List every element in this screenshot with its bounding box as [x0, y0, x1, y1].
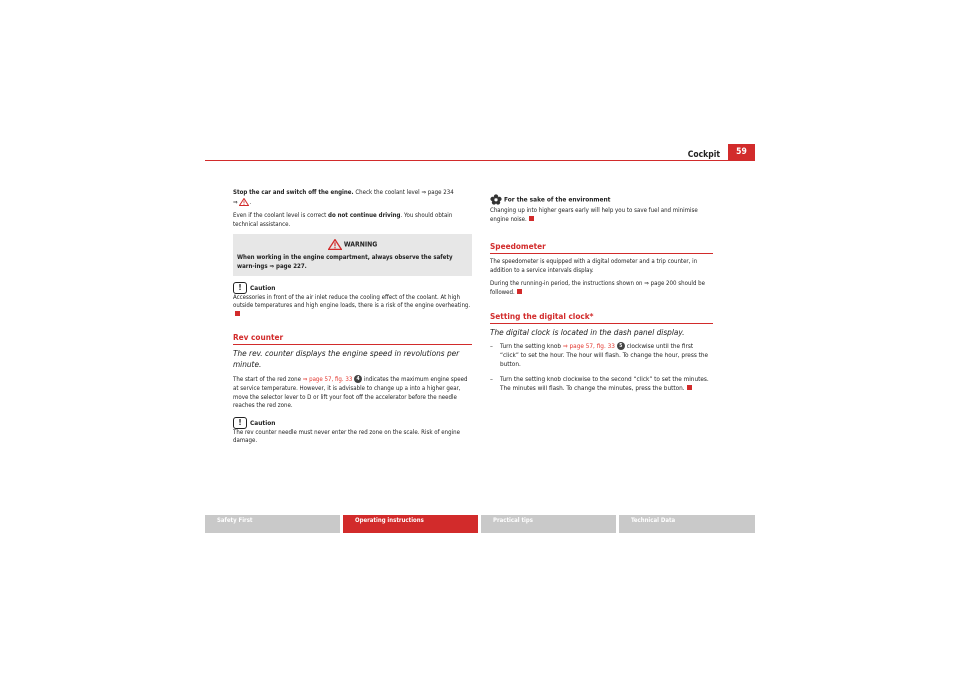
end-of-section-icon	[517, 289, 522, 294]
end-of-section-icon	[687, 385, 692, 390]
footer-tab-operating-instructions[interactable]: Operating instructions	[343, 515, 478, 533]
warning-triangle-icon	[328, 239, 342, 250]
speedometer-heading: Speedometer	[490, 241, 546, 252]
list-item: – Turn the setting knob ⇒ page 57, fig. 33 5 clockwise until the first “click” to set the hour. The hour will flash. To change the hour, press the button.	[490, 341, 709, 368]
rev-page-ref[interactable]: ⇒ page 57, fig. 33	[302, 376, 353, 384]
warning-box	[233, 234, 472, 275]
end-of-section-icon	[235, 311, 240, 316]
coolant-page-ref[interactable]: page 234	[426, 189, 454, 196]
right-column	[490, 194, 713, 399]
digital-clock-heading: Setting the digital clock*	[490, 310, 594, 321]
page-title: Cockpit	[687, 150, 720, 160]
section-rule	[490, 323, 713, 324]
caution-text-1: Accessories in front of the air inlet reduce the cooling effect of the coolant. At high outside temperatures and high engine loads, there is a risk of the engine overheating.	[233, 294, 472, 320]
callout-4-icon: 4	[354, 375, 362, 383]
flower-icon	[490, 194, 502, 205]
list-item: – Turn the setting knob clockwise to the second “click” to set the minutes. The minutes will flash. To change the minutes, press the button.	[490, 374, 709, 392]
left-column	[233, 189, 472, 451]
rev-counter-subtitle: The rev. counter displays the engine speed in revolutions per minute.	[233, 348, 460, 370]
digital-clock-subtitle: The digital clock is located in the dash panel display.	[490, 326, 685, 337]
rev-counter-paragraph: The start of the red zone ⇒ page 57, fig. 33 4 indicates the maximum engine speed at service temperature. However, it is advisable to change up a into a higher gear, move the selector lever to D or lift your foot off the accelerator before the needle reaches the red zone.	[233, 376, 468, 410]
caution-heading-1: ! Caution	[233, 282, 472, 294]
rev-counter-heading: Rev counter	[233, 332, 284, 343]
caution-icon: !	[233, 417, 247, 429]
caution-heading-2: ! Caution	[233, 417, 472, 429]
environment-text: Changing up into higher gears early will help you to save fuel and minimise engine noise.	[490, 207, 698, 223]
section-rule	[490, 253, 713, 254]
warning-page-ref[interactable]: ⇒ page 227.	[269, 262, 307, 270]
footer-tab-technical-data[interactable]: Technical Data	[619, 515, 755, 533]
section-rule	[233, 344, 472, 345]
end-of-section-icon	[529, 216, 534, 221]
caution-text-2: The rev counter needle must never enter the red zone on the scale. Risk of engine damage.	[233, 428, 460, 445]
speedometer-paragraph-1: The speedometer is equipped with a digital odometer and a trip counter, in addition to a service intervals display.	[490, 258, 698, 274]
coolant-paragraph: Stop the car and switch off the engine. Check the coolant level ⇒ page 234 ⇒ .	[233, 189, 454, 206]
speedo-page-ref[interactable]: ⇒ page 200	[644, 280, 677, 288]
environment-heading: For the sake of the environment	[490, 194, 713, 205]
footer-tab-safety-first[interactable]: Safety First	[205, 515, 340, 533]
callout-5-icon: 5	[617, 342, 625, 350]
stop-car-bold: Stop the car and switch off the engine.	[233, 189, 354, 196]
warning-triangle-icon	[239, 198, 249, 206]
warning-heading: WARNING	[237, 239, 468, 250]
header-rule	[205, 160, 755, 161]
page-number: 59	[728, 144, 755, 161]
caution-icon: !	[233, 282, 247, 294]
speedometer-paragraph-2: During the running-in period, the instructions shown on ⇒ page 200 should be followed.	[490, 280, 706, 296]
coolant-correct-paragraph: Even if the coolant level is correct do not continue driving. You should obtain technical assistance.	[233, 212, 453, 228]
warning-text: When working in the engine compartment, always observe the safety warn-ings ⇒ page 227.	[237, 254, 453, 270]
footer-tab-practical-tips[interactable]: Practical tips	[481, 515, 616, 533]
clock-page-ref[interactable]: ⇒ page 57, fig. 33	[562, 341, 615, 350]
